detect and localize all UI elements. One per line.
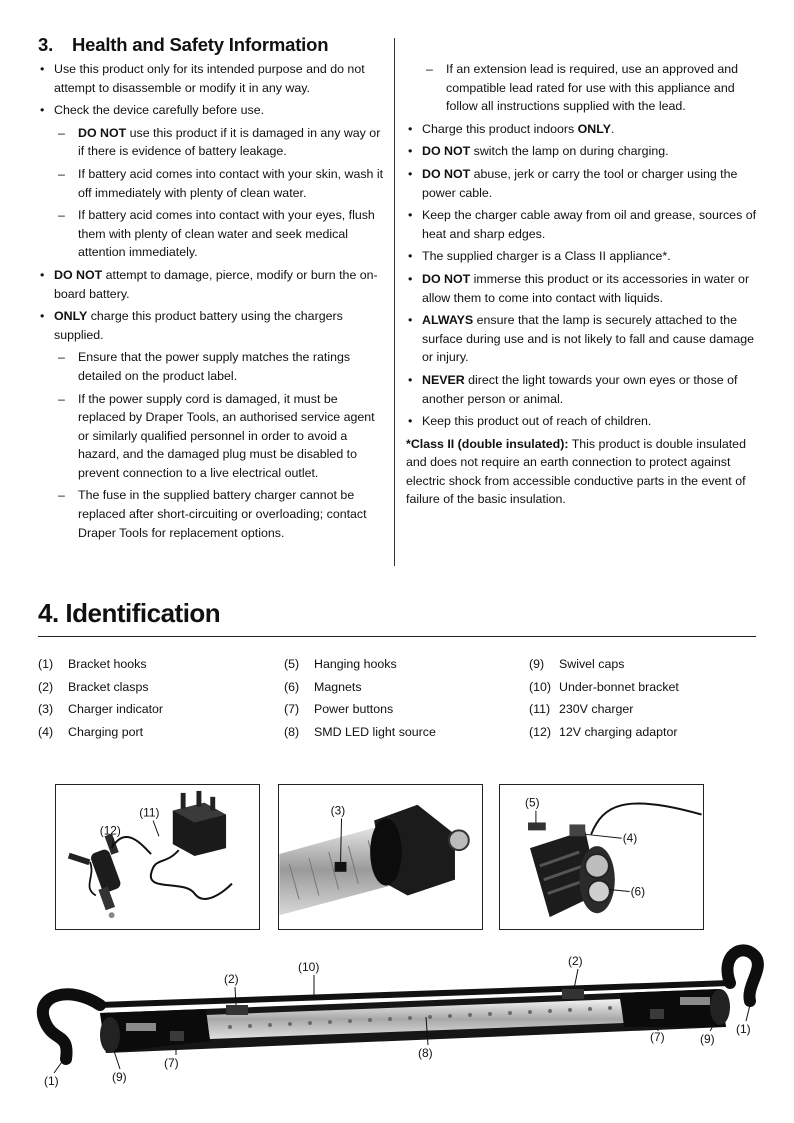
identification-list-col-3 [529,653,679,743]
id-item: (3) Charger indicator [38,702,164,717]
id-item: (7) Power buttons [284,702,394,717]
indicator-led-icon [335,862,347,872]
lamp-illustration [30,935,770,1095]
id-item: (9) Swivel caps [529,657,625,671]
safety-bullet: • DO NOT immerse this product or its accessories in water or allow them to come into contact with liquids. [406,270,758,307]
safety-bullet: • Use this product only for its intended purpose and do not attempt to disassemble or modify it in any way. [38,60,384,97]
callout-9: (9) [700,1032,715,1046]
callout-3: (3) [330,803,346,818]
safety-bullet: • DO NOT switch the lamp on during charging. [406,142,758,161]
safety-bullet: • The supplied charger is a Class II appliance*. [406,247,758,266]
safety-subitem: – Ensure that the power supply matches the ratings detailed on the product label. [38,348,384,385]
section-3-heading [38,34,328,56]
callout-9: (9) [112,1070,127,1084]
charging-port-icon [569,824,585,836]
12v-adaptor-icon [89,834,122,919]
section-4-title: 4. Identification [38,598,221,628]
safety-bullet: • Check the device carefully before use. [38,101,384,120]
callout-11: (11) [139,805,160,820]
callout-8: (8) [418,1046,433,1060]
safety-bullet: • DO NOT abuse, jerk or carry the tool or charger using the power cable. [406,165,758,202]
callout-7: (7) [650,1030,665,1044]
power-button-icon [170,1031,184,1041]
class-ii-note: *Class II (double insulated): This product is double insulated and does not require an earth connection to protect against electric shock from accessible conductive parts in the event of failure of the basic insulation. [406,436,746,507]
id-item: (8) SMD LED light source [284,724,436,739]
safety-bullet: • Keep the charger cable away from oil and grease, sources of heat and sharp edges. [406,206,758,243]
section-4-rule [38,636,756,637]
safety-left-column [38,60,384,546]
section-3-title: Health and Safety Information [72,34,329,55]
id-item: (1) Bracket hooks [38,657,147,671]
safety-subitem: – If an extension lead is required, use an approved and compatible lead rated for use with this appliance and follow all instructions supplied with the lead. [406,60,758,116]
id-item: (5) Hanging hooks [284,657,397,671]
bracket-hook-icon [43,994,100,1059]
callout-2: (2) [224,972,239,986]
swivel-cap-icon [100,1017,120,1053]
charger-photo [55,784,260,930]
swivel-cap-icon [710,989,730,1025]
magnet-icon [588,881,610,903]
safety-bullet: • Charge this product indoors ONLY. [406,120,758,139]
identification-list-col-2 [284,653,436,743]
id-item: (4) Charging port [38,724,144,739]
power-button-icon [650,1009,664,1019]
safety-right-column [406,60,758,509]
id-item: (2) Bracket clasps [38,679,149,694]
safety-bullet: • ALWAYS ensure that the lamp is securely attached to the surface during use and is not likely to fall and cause damage or injury. [406,311,758,367]
safety-bullet: • ONLY charge this product battery using the chargers supplied. [38,307,384,344]
callout-1: (1) [44,1074,59,1088]
charger-illustration [56,785,259,929]
bracket-clasp-icon [226,1005,248,1015]
callout-2: (2) [568,954,583,968]
safety-bullet: • NEVER direct the light towards your own eyes or those of another person or animal. [406,371,758,408]
bracket-hook-icon [727,950,757,1001]
bracket-clasp-icon [562,989,584,999]
id-item: (12) 12V charging adaptor [529,724,678,739]
callout-5: (5) [525,795,540,810]
callout-12: (12) [99,823,121,838]
charging-port-photo [499,784,704,930]
hanging-hook-icon [528,822,546,830]
safety-bullet: • DO NOT attempt to damage, pierce, modify or burn the on-board battery. [38,266,384,303]
magnet-icon [585,854,609,878]
safety-subitem: – If battery acid comes into contact with your skin, wash it off immediately with plenty of clean water. [38,165,384,202]
safety-subitem: – If the power supply cord is damaged, it must be replaced by Draper Tools, an authorised service agent or similarly qualified personnel in order to avoid a hazard, and the damaged plug must be disabled to prevent connection to a live electrical outlet. [38,390,384,483]
column-divider [394,38,395,566]
safety-bullet: • Keep this product out of reach of children. [406,412,758,431]
callout-1: (1) [736,1022,751,1036]
section-3-number: 3. [38,34,54,55]
230v-charger-icon [173,791,226,856]
charger-indicator-photo [278,784,483,930]
callout-10: (10) [298,960,320,974]
callout-7: (7) [164,1056,179,1070]
id-item: (10) Under-bonnet bracket [529,679,679,694]
safety-subitem: – DO NOT use this product if it is damaged in any way or if there is evidence of battery leakage. [38,124,384,161]
callout-4: (4) [622,831,638,846]
identification-list-col-1 [38,653,163,743]
safety-subitem: – The fuse in the supplied battery charger cannot be replaced after short-circuiting or overloading; contact Draper Tools for replacement options. [38,486,384,542]
id-item: (6) Magnets [284,679,362,694]
id-item: (11) 230V charger [529,702,634,717]
callout-6: (6) [630,884,646,899]
safety-subitem: – If battery acid comes into contact with your eyes, flush them with plenty of clean water and seek medical attention immediately. [38,206,384,262]
